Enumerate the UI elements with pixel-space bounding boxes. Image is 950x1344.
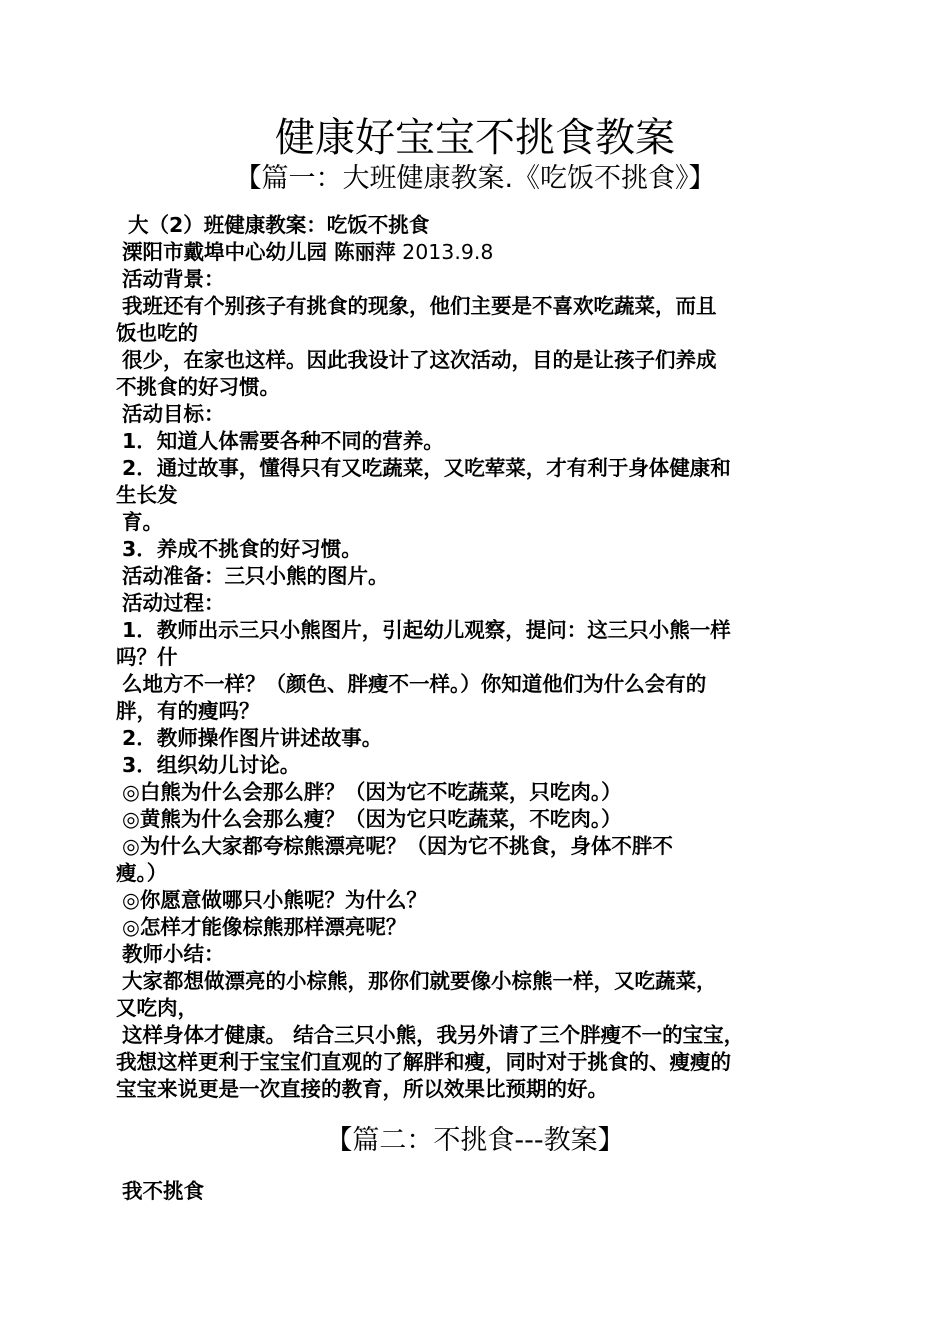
- paragraph-line: [116, 698, 836, 725]
- line-text: ◎为什么大家都夸棕熊漂亮呢？（因为它不挑食，身体不胖不: [122, 834, 673, 858]
- line-text: 教师小结：: [122, 942, 225, 966]
- paragraph-line: [116, 212, 836, 239]
- paragraph-line: [116, 1178, 836, 1205]
- line-text: 溧阳市戴埠中心幼儿园 陈丽萍: [122, 240, 396, 264]
- section-1-heading: 【篇一：大班健康教案.《吃饭不挑食》】: [234, 163, 716, 194]
- line-text: ◎你愿意做哪只小熊呢？为什么？: [122, 888, 427, 912]
- line-text: 活动过程：: [122, 591, 225, 615]
- section-2-heading: 【篇二：不挑食---教案】: [325, 1125, 625, 1156]
- line-text: 2．通过故事，懂得只有又吃蔬菜，又吃荤菜，才有利于身体健康和: [122, 456, 731, 480]
- line-text: 2．教师操作图片讲述故事。: [122, 726, 383, 750]
- paragraph-line: [116, 347, 836, 374]
- paragraph-line: [116, 590, 836, 617]
- line-text: 我班还有个别孩子有挑食的现象，他们主要是不喜欢吃蔬菜，而且: [122, 294, 717, 318]
- paragraph-line: [116, 266, 836, 293]
- paragraph-line: [116, 239, 836, 266]
- paragraph-line: [116, 536, 836, 563]
- paragraph-line: [116, 779, 836, 806]
- section-2-body: [116, 1178, 836, 1205]
- line-text: 3．组织幼儿讨论。: [122, 753, 301, 777]
- paragraph-line: [116, 887, 836, 914]
- line-text: 饭也吃的: [116, 321, 198, 345]
- line-text: 我不挑食: [122, 1179, 204, 1203]
- paragraph-line: [116, 806, 836, 833]
- paragraph-line: [116, 833, 836, 860]
- document-title: 健康好宝宝不挑食教案: [275, 115, 675, 161]
- paragraph-line: [116, 725, 836, 752]
- paragraph-line: [116, 401, 836, 428]
- line-text: ◎白熊为什么会那么胖？（因为它不吃蔬菜，只吃肉。）: [122, 780, 622, 804]
- line-text: 又吃肉，: [116, 996, 198, 1020]
- line-text: 宝宝来说更是一次直接的教育，所以效果比预期的好。: [116, 1077, 608, 1101]
- line-text: ◎黄熊为什么会那么瘦？（因为它只吃蔬菜，不吃肉。）: [122, 807, 622, 831]
- line-text: 大家都想做漂亮的小棕熊，那你们就要像小棕熊一样，又吃蔬菜，: [122, 969, 717, 993]
- line-text: 我想这样更利于宝宝们直观的了解胖和瘦，同时对于挑食的、瘦瘦的: [116, 1050, 731, 1074]
- line-text: ◎怎样才能像棕熊那样漂亮呢？: [122, 915, 407, 939]
- paragraph-line: [116, 374, 836, 401]
- line-text: 活动背景：: [122, 267, 225, 291]
- paragraph-line: [116, 644, 836, 671]
- line-text: 生长发: [116, 483, 178, 507]
- paragraph-line: [116, 563, 836, 590]
- line-text: 活动准备：三只小熊的图片。: [122, 564, 389, 588]
- line-text: 吗？什: [116, 645, 178, 669]
- paragraph-line: [116, 995, 836, 1022]
- section-1-body: [116, 212, 836, 1103]
- line-text: 很少，在家也这样。因此我设计了这次活动，目的是让孩子们养成: [122, 348, 717, 372]
- line-date: 2013.9.8: [395, 240, 494, 264]
- paragraph-line: [116, 509, 836, 536]
- line-text: 1．知道人体需要各种不同的营养。: [122, 429, 444, 453]
- line-text: 么地方不一样？（颜色、胖瘦不一样。）你知道他们为什么会有的: [122, 672, 707, 696]
- paragraph-line: [116, 860, 836, 887]
- line-text: 大（2）班健康教案：吃饭不挑食: [128, 213, 430, 237]
- paragraph-line: [116, 941, 836, 968]
- line-text: 1．教师出示三只小熊图片，引起幼儿观察，提问：这三只小熊一样: [122, 618, 731, 642]
- line-text: 不挑食的好习惯。: [116, 375, 280, 399]
- paragraph-line: [116, 1022, 836, 1049]
- line-text: 这样身体才健康。 结合三只小熊，我另外请了三个胖瘦不一的宝宝，: [122, 1023, 745, 1047]
- paragraph-line: [116, 671, 836, 698]
- line-text: 育。: [122, 510, 163, 534]
- line-text: 瘦。）: [116, 861, 168, 885]
- paragraph-line: [116, 428, 836, 455]
- paragraph-line: [116, 752, 836, 779]
- paragraph-line: [116, 455, 836, 482]
- line-text: 胖，有的瘦吗？: [116, 699, 260, 723]
- paragraph-line: [116, 968, 836, 995]
- paragraph-line: [116, 1049, 836, 1076]
- paragraph-line: [116, 914, 836, 941]
- paragraph-line: [116, 293, 836, 320]
- paragraph-line: [116, 482, 836, 509]
- line-text: 活动目标：: [122, 402, 225, 426]
- paragraph-line: [116, 1076, 836, 1103]
- line-text: 3．养成不挑食的好习惯。: [122, 537, 362, 561]
- paragraph-line: [116, 617, 836, 644]
- paragraph-line: [116, 320, 836, 347]
